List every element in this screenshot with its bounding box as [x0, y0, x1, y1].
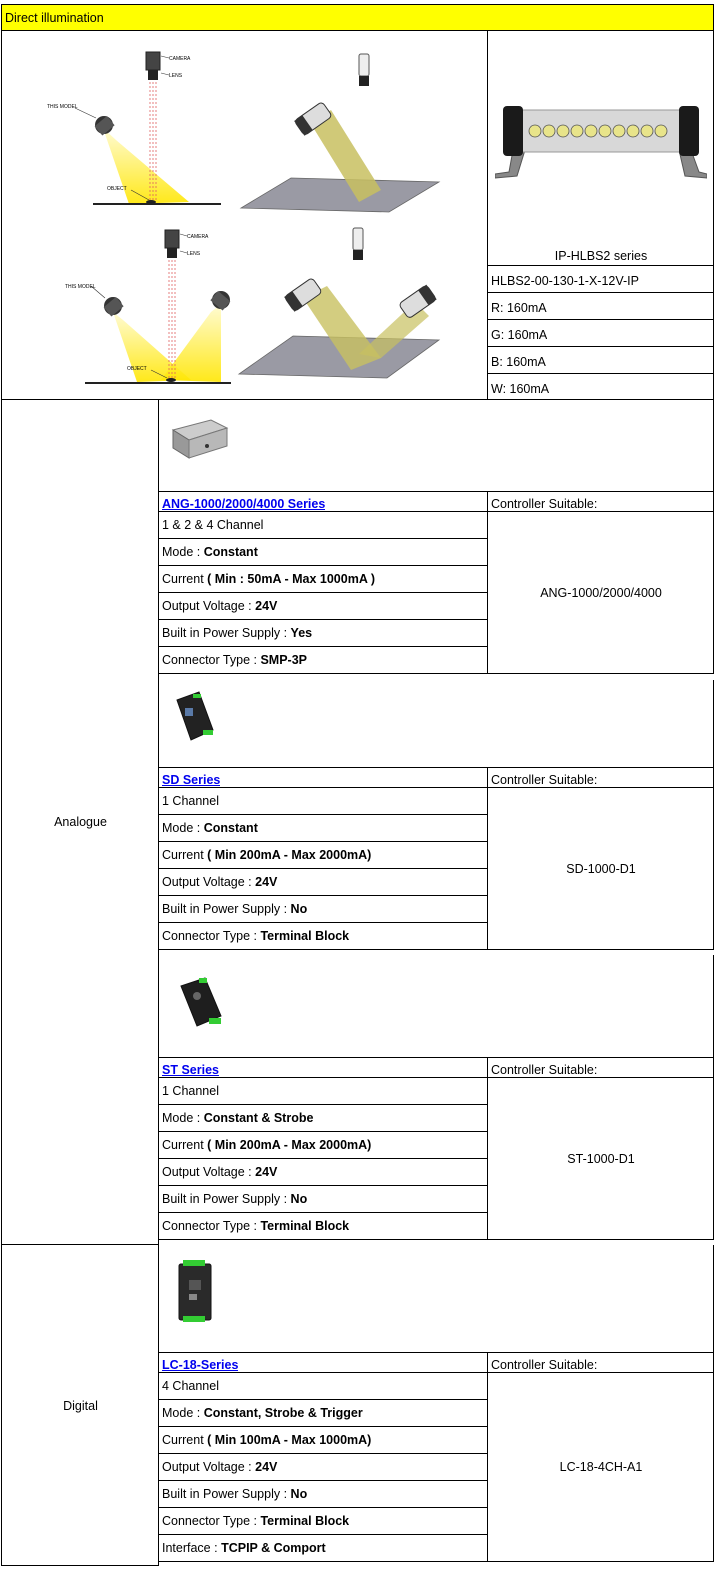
spec-label: Current [162, 1433, 208, 1447]
spec-value: Constant [203, 821, 258, 835]
controller-series-link[interactable]: SD Series [162, 773, 221, 787]
spec-value: Constant, Strobe & Trigger [203, 1406, 363, 1420]
spec-value: ( Min 200mA - Max 2000mA) [207, 848, 372, 862]
spec-row [159, 1213, 488, 1240]
label-object-1: OBJECT [107, 186, 127, 192]
spec-label: Connector Type : [162, 1219, 261, 1233]
spec-w: W: 160mA [491, 382, 550, 396]
spec-label: Connector Type : [162, 653, 261, 667]
spec-label: Current [162, 848, 208, 862]
spec-value: Constant & Strobe [203, 1111, 314, 1125]
controller-image-cell [159, 955, 714, 1058]
controller-suitable-model: ST-1000-D1 [567, 1152, 635, 1166]
spec-value: No [290, 1192, 308, 1206]
spec-label: Mode : [162, 545, 204, 559]
spec-value: No [290, 902, 308, 916]
spec-row [159, 1186, 488, 1213]
diagram-dual-light-3d [239, 228, 439, 378]
controller-suitable-label: Controller Suitable: [491, 773, 598, 787]
spec-value: ( Min : 50mA - Max 1000mA ) [207, 572, 376, 586]
spec-label: Built in Power Supply : [162, 1192, 291, 1206]
spec-row [159, 1400, 488, 1427]
spec-row [159, 1132, 488, 1159]
ang-controller-photo [167, 416, 231, 462]
product-series: IP-HLBS2 series [554, 249, 648, 263]
diagram-dual-light [65, 230, 231, 383]
controller-image-cell [159, 680, 714, 768]
spec-value: Terminal Block [260, 1514, 350, 1528]
spec-label: 1 Channel [162, 794, 219, 808]
spec-value: 24V [255, 599, 278, 613]
spec-label: Built in Power Supply : [162, 626, 291, 640]
spec-value: No [290, 1487, 308, 1501]
spec-value: ( Min 100mA - Max 1000mA) [207, 1433, 372, 1447]
spec-label: Mode : [162, 1406, 204, 1420]
spec-value: Terminal Block [260, 1219, 350, 1233]
controller-image-cell [159, 1245, 714, 1353]
controller-suitable-label: Controller Suitable: [491, 1358, 598, 1372]
controller-series-link[interactable]: LC-18-Series [162, 1358, 239, 1372]
spec-row [159, 923, 488, 950]
controller-image-cell [159, 400, 714, 492]
spec-b: B: 160mA [491, 355, 546, 369]
spec-row [159, 1481, 488, 1508]
illumination-diagram [41, 40, 451, 390]
spec-value: 24V [255, 875, 278, 889]
part-number: HLBS2-00-130-1-X-12V-IP [491, 274, 639, 288]
controller-suitable-model: SD-1000-D1 [566, 862, 636, 876]
spec-g: G: 160mA [491, 328, 548, 342]
spec-row [159, 512, 488, 539]
spec-value: SMP-3P [260, 653, 307, 667]
spec-row [159, 1078, 488, 1105]
spec-label: Mode : [162, 1111, 204, 1125]
spec-label: Current [162, 572, 208, 586]
spec-label: Connector Type : [162, 1514, 261, 1528]
spec-row [159, 1454, 488, 1481]
spec-row [159, 1427, 488, 1454]
label-lens-1: LENS [169, 73, 183, 79]
header-title: Direct illumination [5, 11, 104, 25]
diagram-single-light [47, 52, 221, 204]
spec-value: Terminal Block [260, 929, 350, 943]
diagram-single-light-3d [241, 54, 439, 212]
spec-label: Output Voltage : [162, 1460, 256, 1474]
spec-row [159, 815, 488, 842]
spec-value: TCPIP & Comport [221, 1541, 326, 1555]
label-object-2: OBJECT [127, 366, 147, 372]
spec-label: 4 Channel [162, 1379, 219, 1393]
spec-row [159, 566, 488, 593]
controller-suitable-label: Controller Suitable: [491, 497, 598, 511]
header-bar [2, 5, 714, 31]
spec-label: Interface : [162, 1541, 222, 1555]
controller-suitable-label: Controller Suitable: [491, 1063, 598, 1077]
spec-label: Mode : [162, 821, 204, 835]
label-model-2: THIS MODEL [65, 284, 96, 290]
product-photo [495, 100, 707, 180]
spec-row [159, 539, 488, 566]
controller-suitable-model: LC-18-4CH-A1 [559, 1460, 643, 1474]
controller-series-link[interactable]: ST Series [162, 1063, 219, 1077]
spec-value: 24V [255, 1165, 278, 1179]
spec-row [159, 788, 488, 815]
label-camera-2: CAMERA [187, 234, 209, 240]
controller-series-link[interactable]: ANG-1000/2000/4000 Series [162, 497, 326, 511]
spec-label: Output Voltage : [162, 875, 256, 889]
spec-label: 1 & 2 & 4 Channel [162, 518, 264, 532]
group-label-analogue: Analogue [54, 815, 107, 829]
label-model-1: THIS MODEL [47, 104, 78, 110]
spec-label: Current [162, 1138, 208, 1152]
spec-row [159, 1373, 488, 1400]
spec-sheet [1, 0, 714, 1566]
spec-label: Output Voltage : [162, 1165, 256, 1179]
spec-label: 1 Channel [162, 1084, 219, 1098]
spec-row [159, 1535, 488, 1562]
label-camera-1: CAMERA [169, 56, 191, 62]
spec-label: Built in Power Supply : [162, 1487, 291, 1501]
spec-row [159, 1508, 488, 1535]
sd-controller-photo [169, 690, 219, 746]
spec-value: 24V [255, 1460, 278, 1474]
controller-suitable-model: ANG-1000/2000/4000 [540, 586, 662, 600]
spec-label: Built in Power Supply : [162, 902, 291, 916]
spec-row [159, 1105, 488, 1132]
spec-label: Connector Type : [162, 929, 261, 943]
spec-row [159, 593, 488, 620]
group-label-digital: Digital [63, 1399, 98, 1413]
label-lens-2: LENS [187, 251, 201, 257]
spec-row [159, 647, 488, 674]
spec-value: Yes [290, 626, 313, 640]
spec-row [159, 842, 488, 869]
spec-row [159, 620, 488, 647]
spec-value: Constant [203, 545, 258, 559]
spec-row [159, 896, 488, 923]
lc18-controller-photo [175, 1258, 215, 1324]
spec-value: ( Min 200mA - Max 2000mA) [207, 1138, 372, 1152]
spec-label: Output Voltage : [162, 599, 256, 613]
spec-row [159, 1159, 488, 1186]
spec-row [159, 869, 488, 896]
st-controller-photo [173, 974, 229, 1034]
spec-r: R: 160mA [491, 301, 547, 315]
